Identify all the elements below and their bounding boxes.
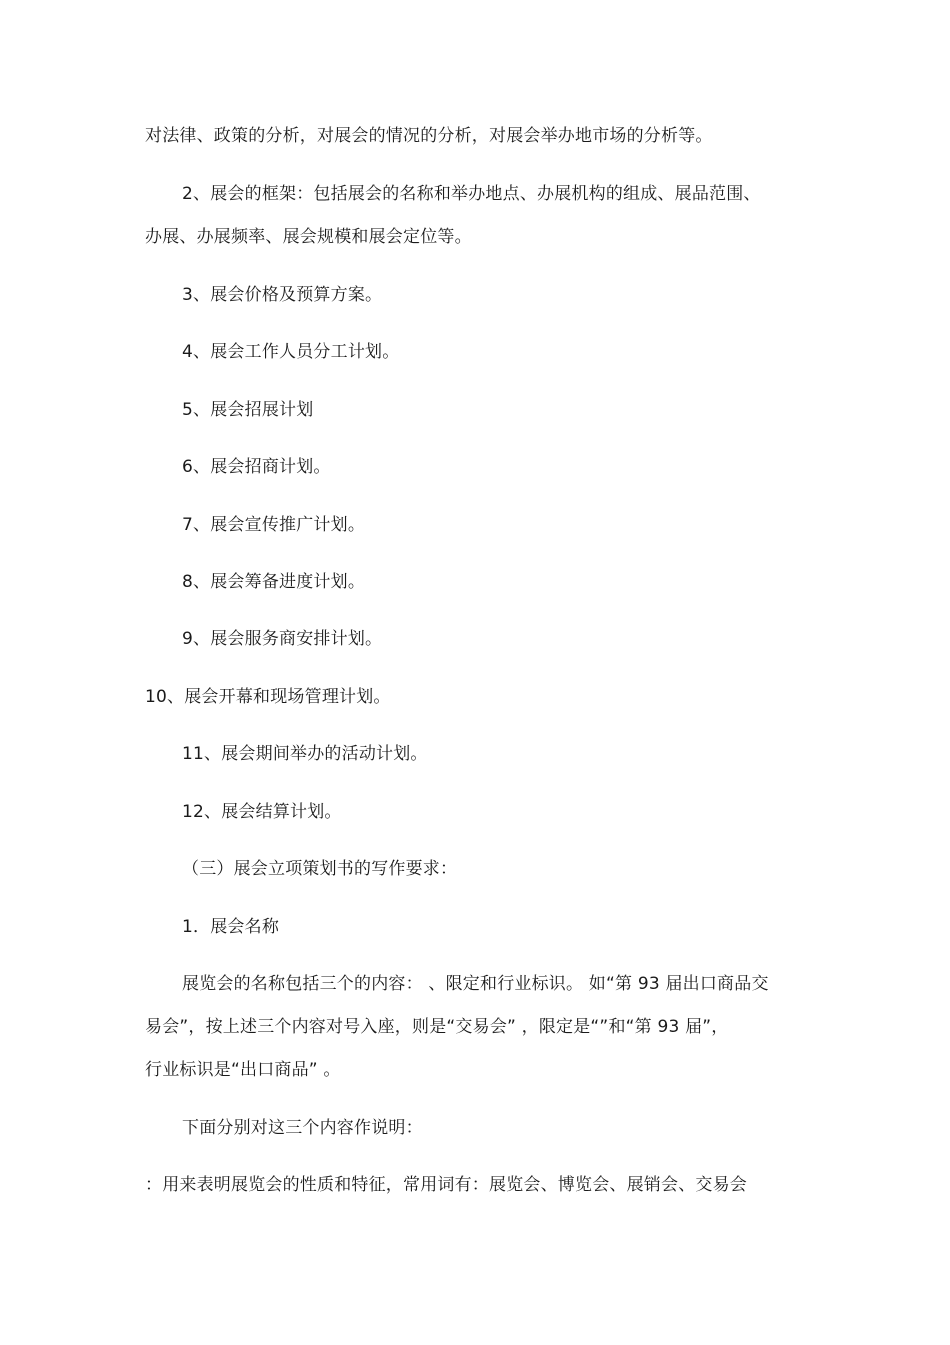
section-heading-3: （三）展会立项策划书的写作要求： <box>182 859 458 879</box>
item-9: 9、展会服务商安排计划。 <box>182 629 383 649</box>
paragraph-name-line-3: 行业标识是“出口商品” 。 <box>145 1060 341 1080</box>
item-2-line-1: 2、展会的框架：包括展会的名称和举办地点、办展机构的组成、展品范围、 <box>182 184 761 204</box>
paragraph-definition: ：用来表明展览会的性质和特征，常用词有：展览会、博览会、展销会、交易会 <box>145 1175 747 1195</box>
item-3: 3、展会价格及预算方案。 <box>182 285 383 305</box>
item-10: 10、展会开幕和现场管理计划。 <box>145 687 391 707</box>
item-2-line-2: 办展、办展频率、展会规模和展会定位等。 <box>145 227 472 247</box>
paragraph-explanation-intro: 下面分别对这三个内容作说明： <box>182 1118 423 1138</box>
subheading-exhibition-name: 1．展会名称 <box>182 917 280 937</box>
item-6: 6、展会招商计划。 <box>182 457 331 477</box>
paragraph-line-analysis: 对法律、政策的分析，对展会的情况的分析，对展会举办地市场的分析等。 <box>145 126 713 146</box>
item-12: 12、展会结算计划。 <box>182 802 342 822</box>
item-7: 7、展会宣传推广计划。 <box>182 515 366 535</box>
paragraph-name-line-2: 易会”，按上述三个内容对号入座，则是“交易会” ，限定是“”和“第 93 届”， <box>145 1017 729 1037</box>
item-5: 5、展会招展计划 <box>182 400 314 420</box>
item-8: 8、展会筹备进度计划。 <box>182 572 366 592</box>
paragraph-name-line-1: 展览会的名称包括三个的内容： 、限定和行业标识。 如“第 93 届出口商品交 <box>182 974 769 994</box>
item-11: 11、展会期间举办的活动计划。 <box>182 744 428 764</box>
item-4: 4、展会工作人员分工计划。 <box>182 342 400 362</box>
